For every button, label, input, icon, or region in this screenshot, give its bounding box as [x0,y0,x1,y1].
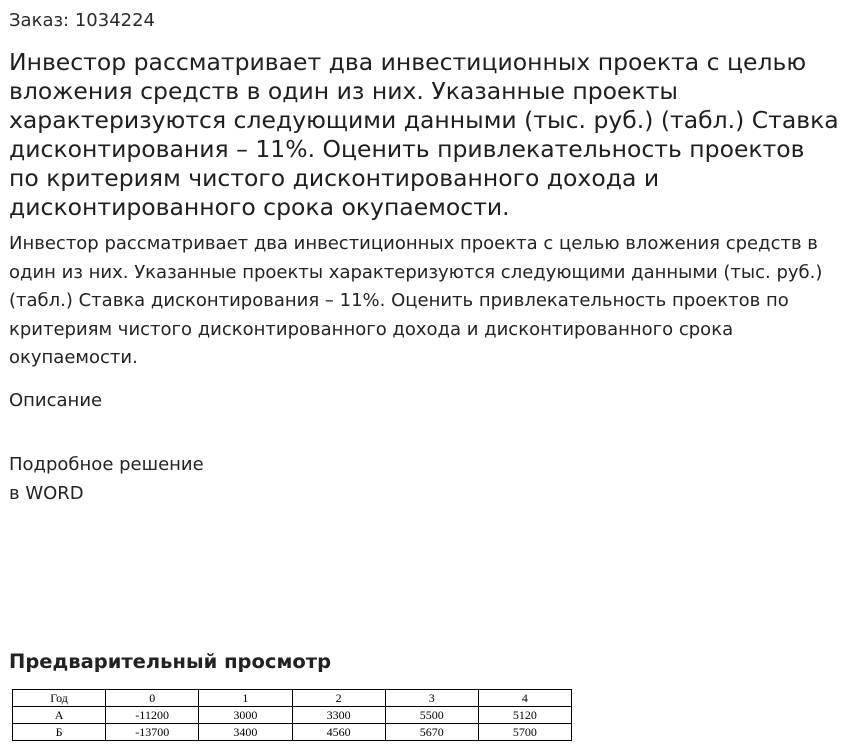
table-header-cell: 1 [199,690,292,707]
task-heading: Инвестор рассматривает два инвестиционных проекта с целью вложения средств в один из них. Указанные проекты характеризуются следующими данными (тыс. руб.) (табл.) Ставка дисконтирования – 11%. Оценить привлекательность проектов по критериям чистого дисконтированного дохода и дисконтированного срока окупаемости. [9,48,839,221]
table-row [13,707,572,724]
solution-line-1: Подробное решение [9,454,204,475]
table-cell: А [13,707,106,724]
task-body-text: Инвестор рассматривает два инвестиционных проекта с целью вложения средств в один из них. Указанные проекты характеризуются следующими данными (тыс. руб.) (табл.) Ставка дисконтирования – 11%. Оценить привлекательность проектов по критериям чистого дисконтированного дохода и дисконтированного срока окупаемости. [9,233,823,369]
table-cell: -13700 [106,724,199,741]
solution-line-2: в WORD [9,483,84,504]
table-header-cell: 0 [106,690,199,707]
table-cell: 3400 [199,724,292,741]
table-cell: 5120 [478,707,571,724]
table-header-cell: 3 [385,690,478,707]
table-cell: Б [13,724,106,741]
table-cell: 4560 [292,724,385,741]
table-cell: 5700 [478,724,571,741]
table-header-row [13,690,572,707]
table-cell: 5670 [385,724,478,741]
order-number-line [9,10,155,32]
table-cell: -11200 [106,707,199,724]
table-cell: 5500 [385,707,478,724]
table-cell: 3000 [199,707,292,724]
preview-table [12,689,572,741]
preview-title: Предварительный просмотр [9,650,332,673]
table-header-cell: Год [13,690,106,707]
table-cell: 3300 [292,707,385,724]
table-row [13,724,572,741]
table-header-cell: 2 [292,690,385,707]
solution-info [9,450,204,508]
table-header-cell: 4 [478,690,571,707]
description-label: Описание [9,390,103,411]
order-number: 1034224 [74,10,156,31]
order-label: Заказ: [9,10,70,31]
